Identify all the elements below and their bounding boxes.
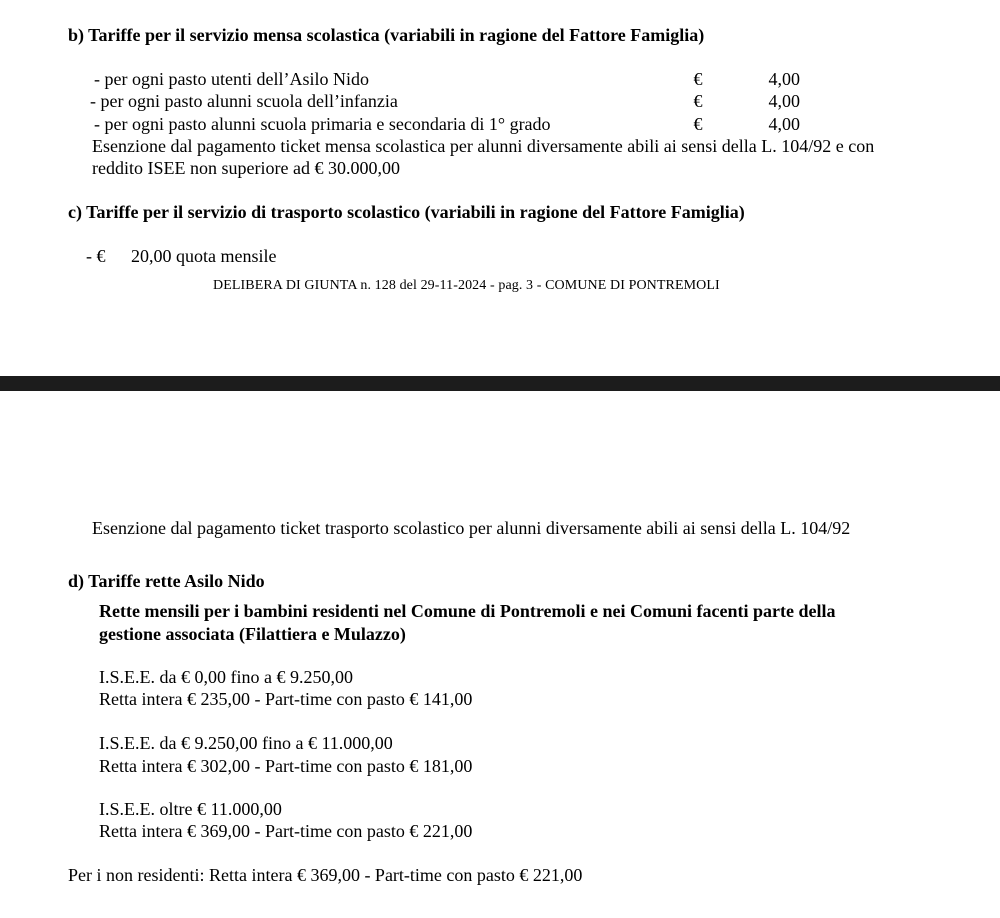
mensa-exemption-line-2: reddito ISEE non superiore ad € 30.000,00 (92, 158, 400, 178)
isee-bracket-range: I.S.E.E. oltre € 11.000,00 (99, 799, 282, 819)
fee-amount: 4,00 (768, 114, 800, 134)
mensa-exemption-line-1: Esenzione dal pagamento ticket mensa scolastica per alunni diversamente abili ai sensi della L. 104/92 e con (92, 136, 875, 156)
isee-bracket-range: I.S.E.E. da € 9.250,00 fino a € 11.000,00 (99, 733, 393, 753)
section-d-subheading-line-1: Rette mensili per i bambini residenti nel Comune di Pontremoli e nei Comuni facenti parte della (99, 601, 836, 621)
isee-bracket-range: I.S.E.E. da € 0,00 fino a € 9.250,00 (99, 667, 353, 687)
fee-row-label: - per ogni pasto alunni scuola dell’infanzia (90, 91, 398, 111)
isee-bracket-fees: Retta intera € 369,00 - Part-time con pasto € 221,00 (99, 821, 473, 841)
isee-bracket-fees: Retta intera € 302,00 - Part-time con pasto € 181,00 (99, 756, 473, 776)
transport-fee-text: 20,00 quota mensile (131, 246, 277, 266)
transport-exemption: Esenzione dal pagamento ticket trasporto scolastico per alunni diversamente abili ai sensi della L. 104/92 (92, 518, 851, 538)
fee-row-label: - per ogni pasto utenti dell’Asilo Nido (94, 69, 369, 89)
non-residents-fees: Per i non residenti: Retta intera € 369,00 - Part-time con pasto € 221,00 (68, 865, 583, 885)
document-page-3 (0, 0, 1000, 376)
section-b-heading: b) Tariffe per il servizio mensa scolastica (variabili in ragione del Fattore Famiglia) (68, 25, 705, 45)
fee-amount: 4,00 (768, 69, 800, 89)
euro-symbol: € (693, 91, 703, 111)
section-c-heading: c) Tariffe per il servizio di trasporto scolastico (variabili in ragione del Fattore Famiglia) (68, 202, 745, 222)
section-d-heading: d) Tariffe rette Asilo Nido (68, 571, 265, 591)
euro-symbol: € (693, 114, 703, 134)
page-footer: DELIBERA DI GIUNTA n. 128 del 29-11-2024 - pag. 3 - COMUNE DI PONTREMOLI (213, 278, 720, 293)
fee-amount: 4,00 (768, 91, 800, 111)
page-divider (0, 376, 1000, 391)
fee-row-label: - per ogni pasto alunni scuola primaria e secondaria di 1° grado (94, 114, 551, 134)
section-d-subheading-line-2: gestione associata (Filattiera e Mulazzo) (99, 624, 406, 644)
isee-bracket-fees: Retta intera € 235,00 - Part-time con pasto € 141,00 (99, 689, 473, 709)
document-page-4 (0, 391, 1000, 918)
transport-fee-prefix: - € (86, 246, 106, 266)
euro-symbol: € (693, 69, 703, 89)
